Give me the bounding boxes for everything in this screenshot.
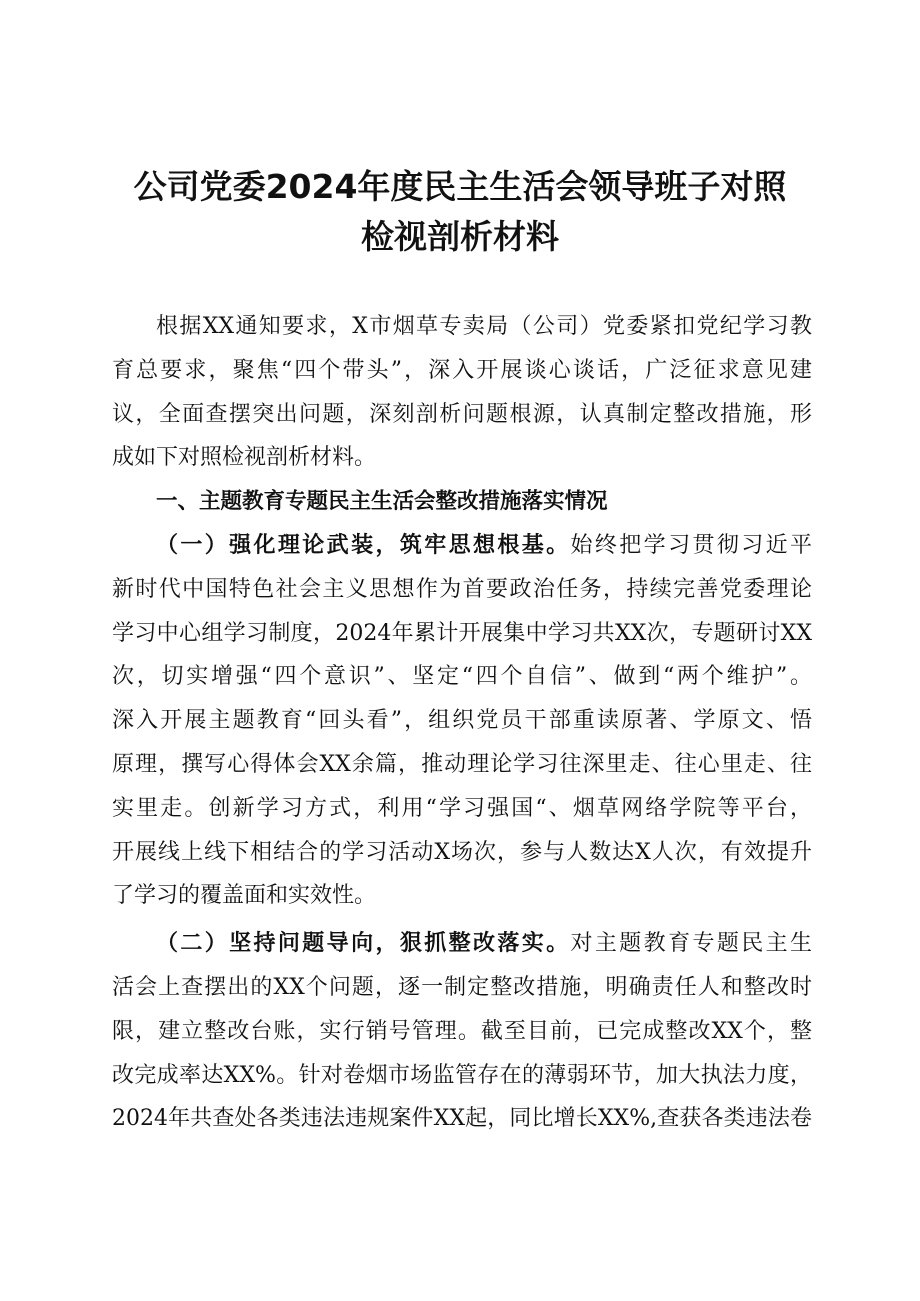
intro-paragraph — [112, 305, 812, 480]
paragraph-text: 对主题教育专题民主生 — [570, 931, 812, 957]
paragraph-line: 活会上查摆出的XX个问题，逐一制定整改措施，明确责任人和整改时 — [112, 974, 812, 1000]
subsection-1-paragraph — [112, 524, 812, 918]
paragraph-line: 了学习的覆盖面和实效性。 — [112, 883, 377, 909]
subsection-2-lead: （二）坚持问题导向，狠抓整改落实。 — [156, 931, 571, 957]
paragraph-line: 议，全面查摆突出问题，深刻剖析问题根源，认真制定整改措施，形 — [112, 401, 812, 427]
paragraph-line: 限，建立整改台账，实行销号管理。截至目前，已完成整改XX个，整 — [112, 1018, 812, 1044]
paragraph-line — [112, 922, 812, 966]
paragraph-line: 实里走。创新学习方式，利用“学习强国“、烟草网络学院等平台， — [112, 795, 812, 821]
paragraph-line: 开展线上线下相结合的学习活动X场次，参与人数达X人次，有效提升 — [112, 839, 812, 865]
paragraph-line: 育总要求，聚焦“四个带头”，深入开展谈心谈话，广泛征求意见建 — [112, 357, 812, 383]
subsection-1-lead: （一）强化理论武装，筑牢思想根基。 — [156, 532, 571, 558]
paragraph-line: 成如下对照检视剖析材料。 — [112, 445, 377, 471]
paragraph-line: 改完成率达XX%。针对卷烟市场监管存在的薄弱环节，加大执法力度， — [112, 1062, 812, 1088]
paragraph-line: 学习中心组学习制度，2024年累计开展集中学习共XX次，专题研讨XX — [112, 620, 812, 646]
paragraph-line — [112, 524, 812, 568]
document-title-line-2: 检视剖析材料 — [361, 217, 559, 256]
paragraph-text: 始终把学习贯彻习近平 — [570, 532, 812, 558]
document-body — [112, 305, 812, 1141]
document-title-line-1: 公司党委2024年度民主生活会领导班子对照 — [133, 167, 787, 206]
paragraph-line: 新时代中国特色社会主义思想作为首要政治任务，持续完善党委理论 — [112, 576, 812, 602]
subsection-2-paragraph — [112, 922, 812, 1141]
section-heading-1: 一、主题教育专题民主生活会整改措施落实情况 — [156, 489, 608, 515]
paragraph-line: 深入开展主题教育“回头看”，组织党员干部重读原著、学原文、悟 — [112, 708, 812, 734]
paragraph-line: 原理，撰写心得体会XX余篇，推动理论学习往深里走、往心里走、往 — [112, 751, 812, 777]
paragraph-line: 2024年共查处各类违法违规案件XX起，同比增长XX%,查获各类违法卷 — [112, 1106, 812, 1132]
paragraph-line: 次，切实增强“四个意识”、坚定“四个自信”、做到“两个维护”。 — [112, 664, 812, 690]
paragraph-line: 根据XX通知要求，X市烟草专卖局（公司）党委紧扣党纪学习教 — [156, 314, 812, 339]
